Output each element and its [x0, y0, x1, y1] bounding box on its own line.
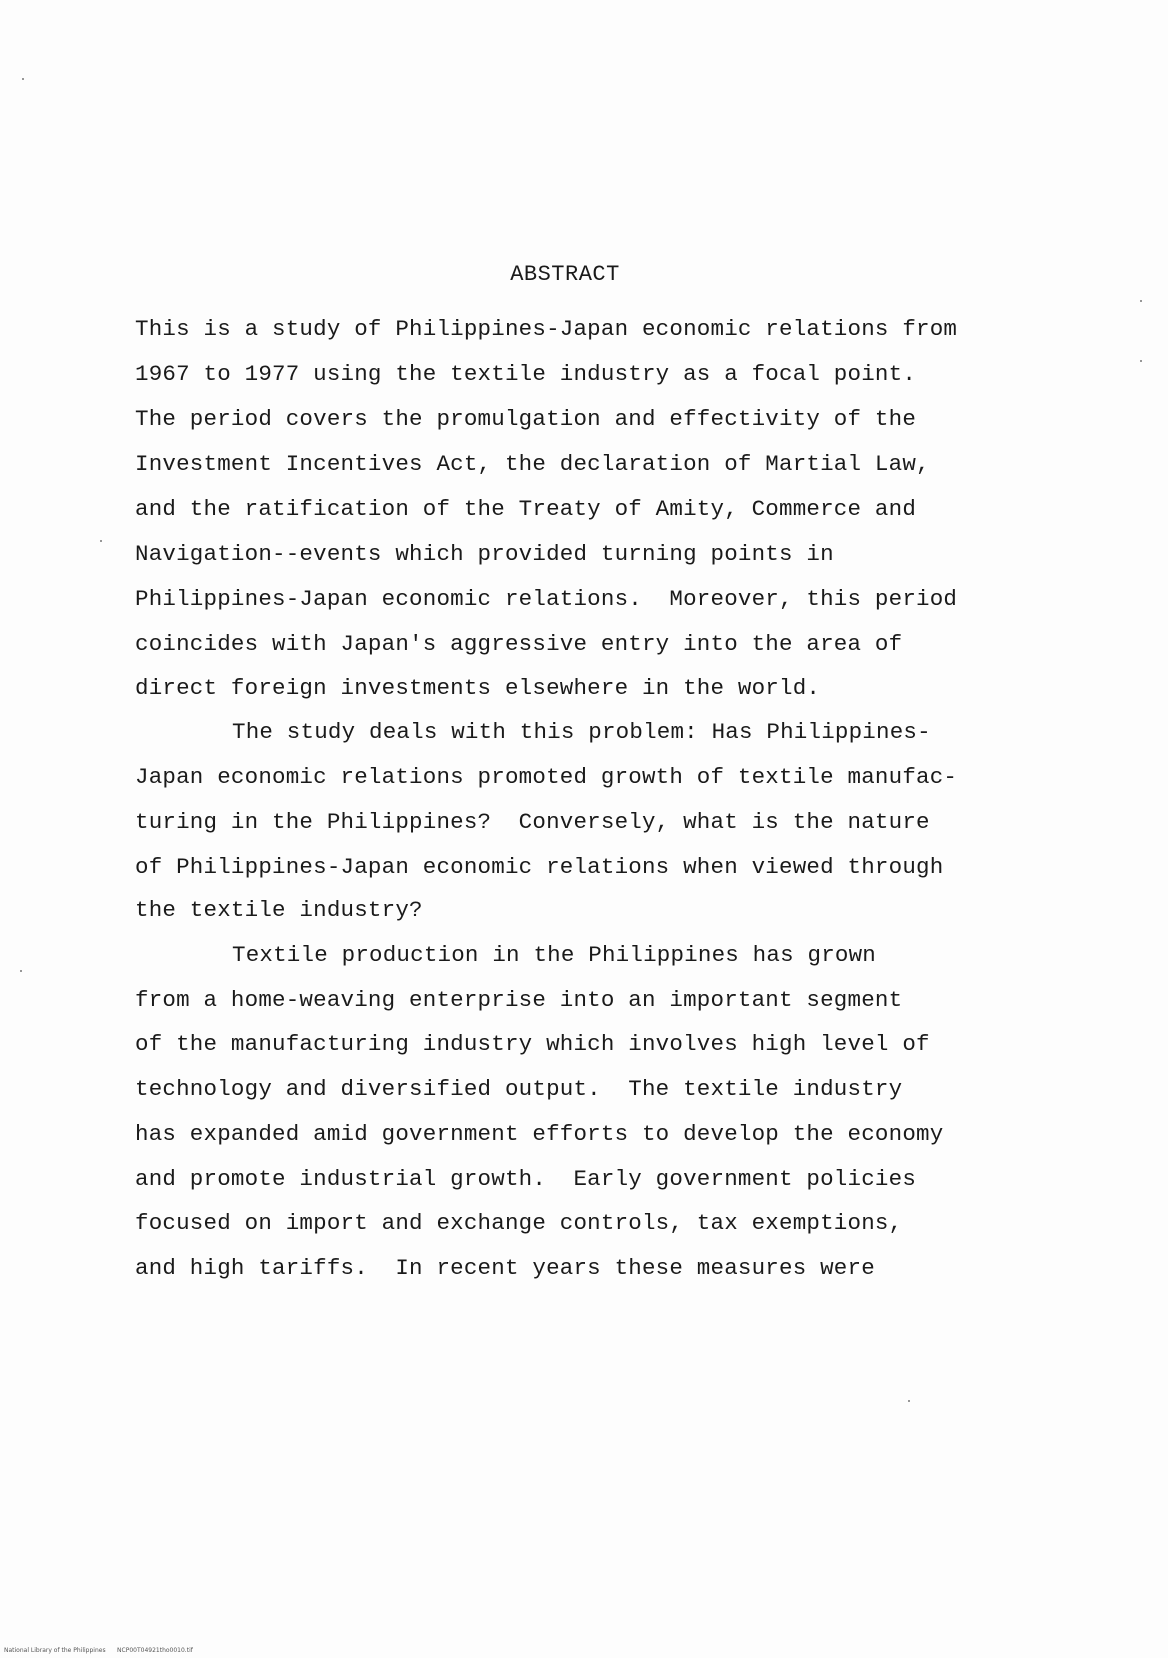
paragraph-1-line: and the ratification of the Treaty of Amity, Commerce and [135, 496, 917, 522]
paragraph-3-line: has expanded amid government efforts to develop the economy [135, 1121, 944, 1147]
paragraph-1-line: direct foreign investments elsewhere in the world. [135, 675, 821, 701]
paragraph-1-line: Navigation--events which provided turning points in [135, 541, 834, 567]
scan-speck [1140, 360, 1142, 362]
paragraph-3-line: Textile production in the Philippines has grown [232, 942, 877, 968]
scan-speck [908, 1400, 910, 1402]
scan-speck [1140, 300, 1142, 302]
paragraph-2-line: turing in the Philippines? Conversely, what is the nature [135, 809, 930, 835]
paragraph-3-line: technology and diversified output. The textile industry [135, 1076, 903, 1102]
paragraph-2-line: The study deals with this problem: Has Philippines- [232, 719, 931, 745]
paragraph-2-line: of Philippines-Japan economic relations when viewed through [135, 854, 944, 880]
paragraph-2-line: Japan economic relations promoted growth of textile manufac- [135, 764, 958, 790]
paragraph-3-line: and high tariffs. In recent years these measures were [135, 1255, 875, 1281]
footer-file: NCP00T04921tho0010.tif [117, 1647, 193, 1654]
paragraph-2-line: the textile industry? [135, 897, 423, 923]
paragraph-3-line: and promote industrial growth. Early government policies [135, 1166, 917, 1192]
scan-speck [22, 78, 24, 80]
abstract-heading: ABSTRACT [510, 262, 620, 287]
paragraph-3-line: of the manufacturing industry which involves high level of [135, 1031, 930, 1057]
paragraph-1-line: 1967 to 1977 using the textile industry as a focal point. [135, 361, 917, 387]
scan-footer [4, 1647, 193, 1654]
paragraph-1-line: coincides with Japan's aggressive entry into the area of [135, 631, 903, 657]
paragraph-3-line: from a home-weaving enterprise into an important segment [135, 987, 903, 1013]
scan-speck [20, 970, 22, 972]
footer-library: National Library of the Philippines [4, 1647, 106, 1654]
paragraph-3-line: focused on import and exchange controls, tax exemptions, [135, 1210, 903, 1236]
paragraph-1-line: The period covers the promulgation and effectivity of the [135, 406, 917, 432]
paragraph-1-line: Investment Incentives Act, the declaration of Martial Law, [135, 451, 930, 477]
paragraph-1-line: This is a study of Philippines-Japan economic relations from [135, 316, 958, 342]
paragraph-1-line: Philippines-Japan economic relations. Moreover, this period [135, 586, 958, 612]
scan-speck [100, 540, 102, 542]
